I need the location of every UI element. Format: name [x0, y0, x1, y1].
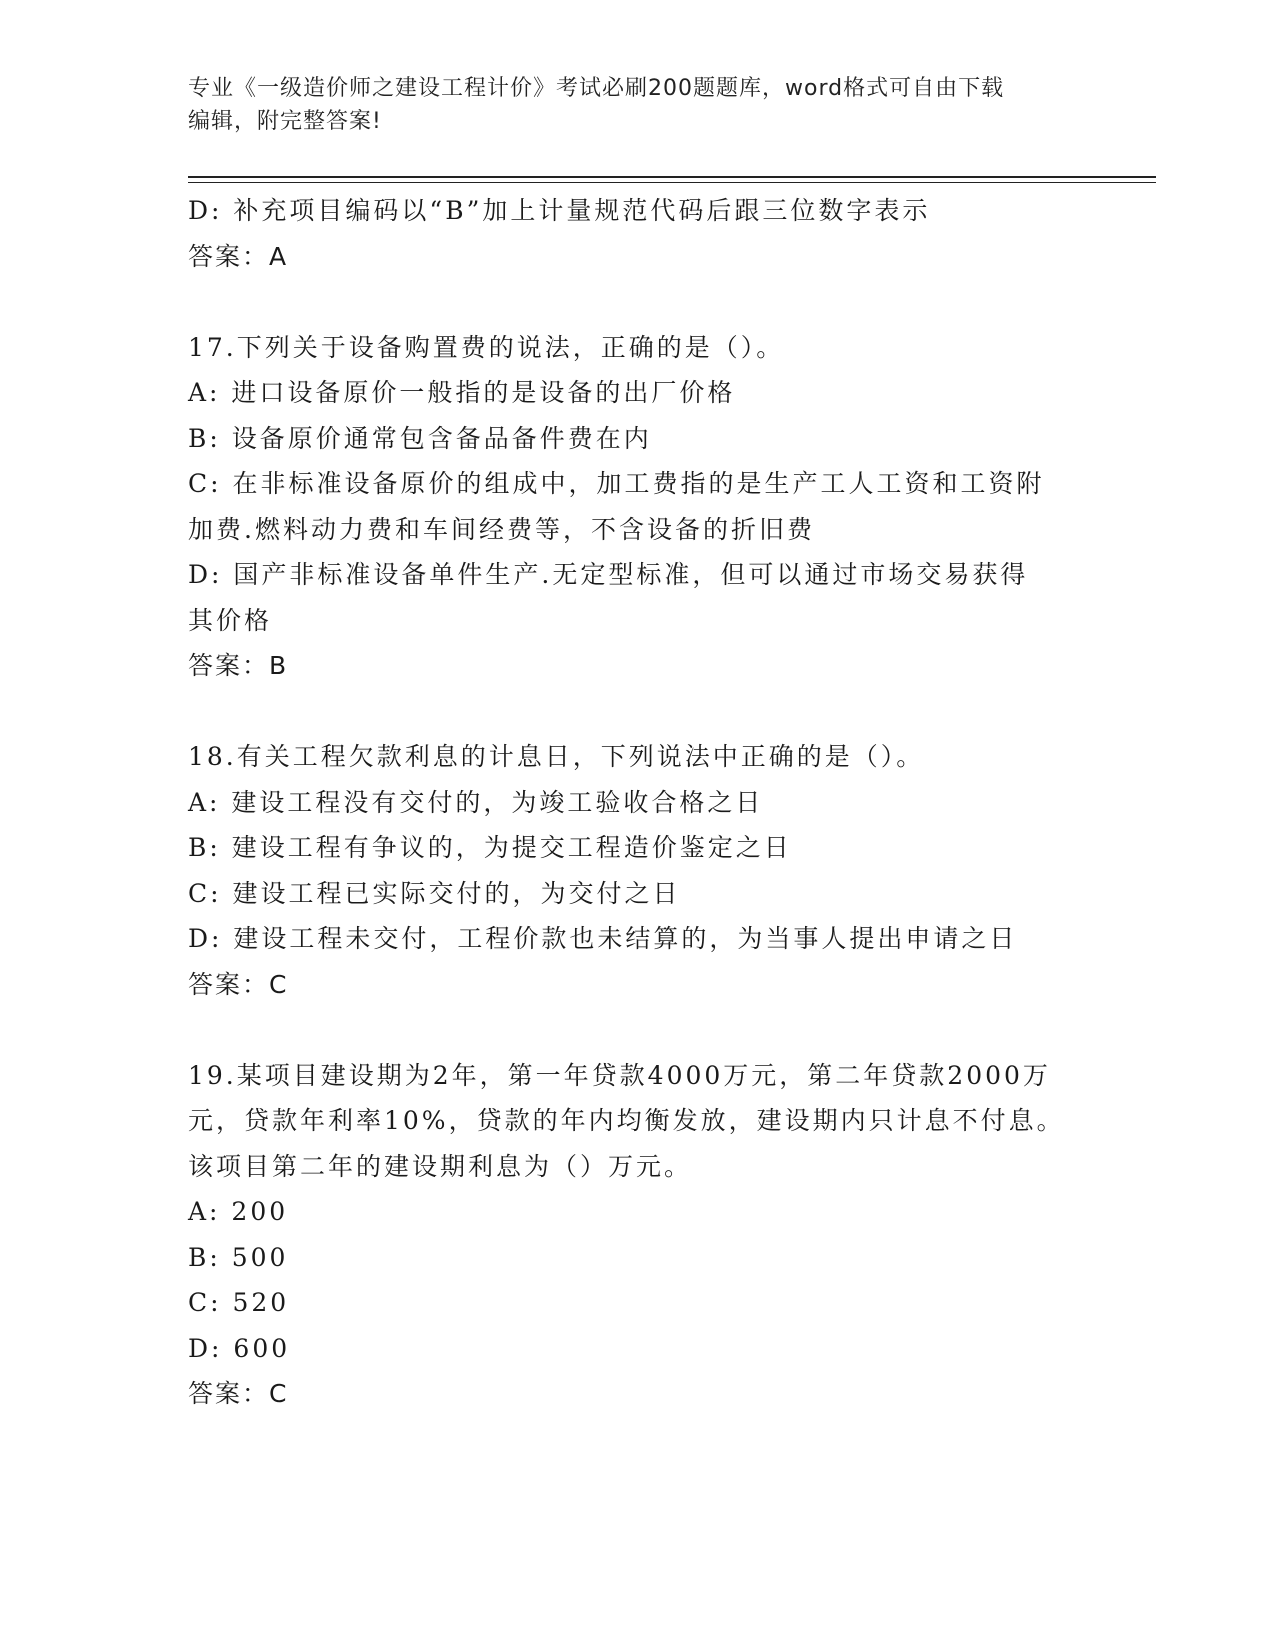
- answer: 答案：A: [188, 241, 289, 271]
- option-c: C: 520: [188, 1288, 290, 1317]
- option-c-line-1: C: 在非标准设备原价的组成中，加工费指的是生产工人工资和工资附: [188, 469, 1045, 498]
- option-d: D: 600: [188, 1333, 291, 1363]
- option-b: B: 500: [188, 1242, 289, 1272]
- question-17: [188, 325, 1088, 689]
- option-a: A: 200: [188, 1197, 289, 1226]
- header-title-line-2: 编辑，附完整答案!: [188, 109, 382, 134]
- question-stem-line-3: 该项目第二年的建设期利息为（）万元。: [188, 1151, 693, 1181]
- option-c: C: 建设工程已实际交付的，为交付之日: [188, 878, 681, 908]
- option-d-line-2: 其价格: [188, 605, 273, 635]
- option-a: A: 进口设备原价一般指的是设备的出厂价格: [188, 378, 736, 407]
- option-d: D: 补充项目编码以“B”加上计量规范代码后跟三位数字表示: [188, 196, 931, 225]
- option-d-line-1: D: 国产非标准设备单件生产.无定型标准，但可以通过市场交易获得: [188, 560, 1029, 589]
- spacer: [188, 689, 1088, 735]
- header-divider-thin: [188, 182, 1156, 183]
- question-content: [188, 188, 1088, 1417]
- spacer: [188, 1007, 1088, 1053]
- answer: 答案：B: [188, 651, 289, 680]
- question-stem-line-2: 元，贷款年利率10%，贷款的年内均衡发放，建设期内只计息不付息。: [188, 1106, 1065, 1135]
- option-b: B: 建设工程有争议的，为提交工程造价鉴定之日: [188, 833, 792, 862]
- question-16-tail: [188, 188, 1088, 279]
- answer: 答案：C: [188, 969, 289, 999]
- question-stem: 17.下列关于设备购置费的说法，正确的是（）。: [188, 332, 785, 362]
- question-19: [188, 1053, 1088, 1417]
- option-b: B: 设备原价通常包含备品备件费在内: [188, 423, 652, 453]
- page-header: [188, 72, 1068, 138]
- header-divider-thick: [188, 176, 1156, 178]
- question-stem-line-1: 19.某项目建设期为2年，第一年贷款4000万元，第二年贷款2000万: [188, 1060, 1051, 1090]
- answer: 答案：C: [188, 1379, 289, 1408]
- question-stem: 18.有关工程欠款利息的计息日，下列说法中正确的是（）。: [188, 742, 925, 771]
- question-18: [188, 734, 1088, 1007]
- option-c-line-2: 加费.燃料动力费和车间经费等，不含设备的折旧费: [188, 514, 815, 544]
- header-title-line-1: 专业《一级造价师之建设工程计价》考试必刷200题题库，word格式可自由下载: [188, 76, 1005, 101]
- option-a: A: 建设工程没有交付的，为竣工验收合格之日: [188, 787, 764, 817]
- option-d: D: 建设工程未交付，工程价款也未结算的，为当事人提出申请之日: [188, 924, 1018, 953]
- spacer: [188, 279, 1088, 325]
